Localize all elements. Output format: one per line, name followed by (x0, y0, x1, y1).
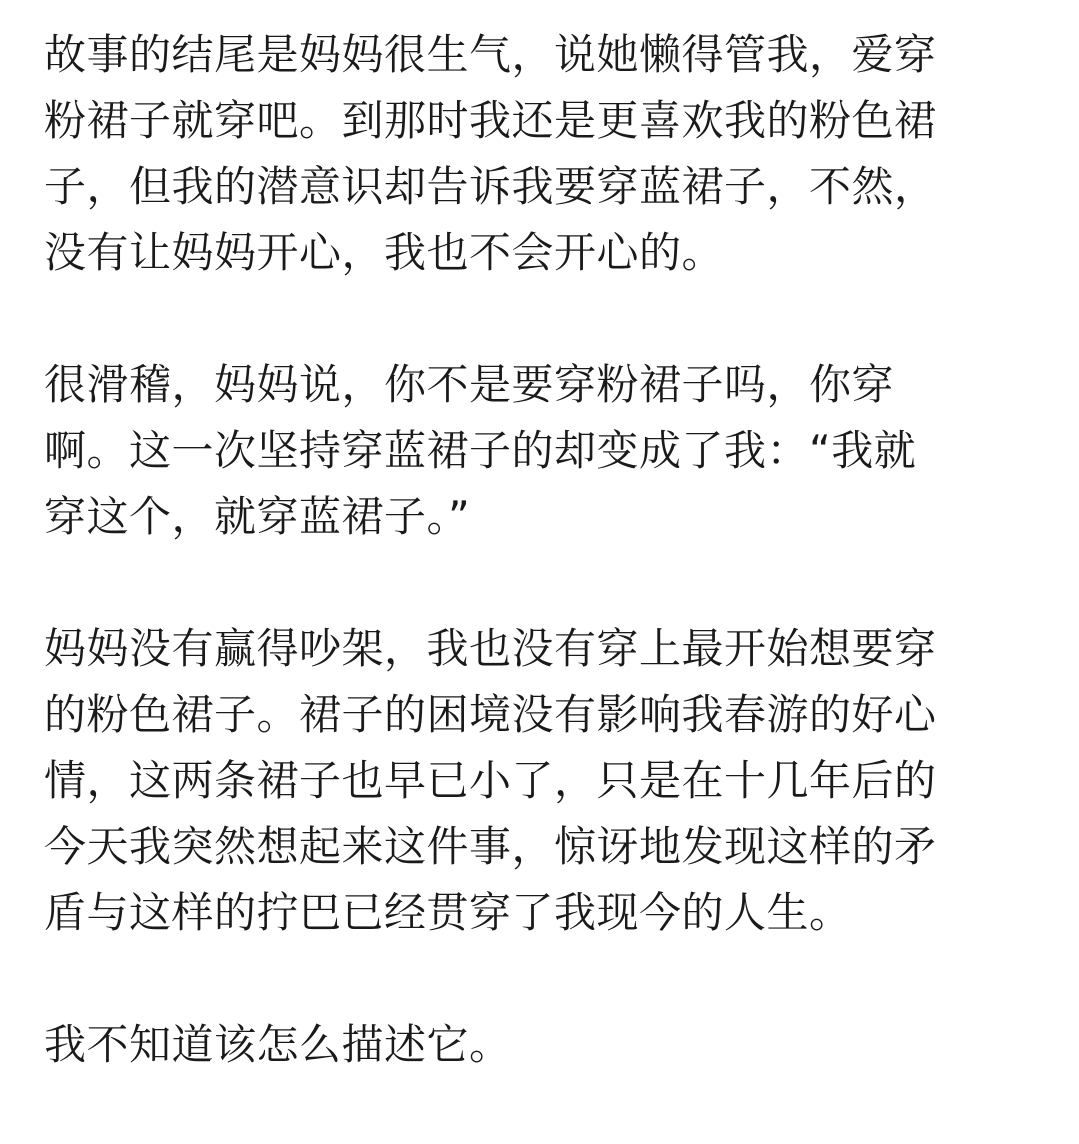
paragraph-1 (44, 22, 1034, 286)
text-line: 粉裙子就穿吧。到那时我还是更喜欢我的粉色裙 (44, 96, 937, 145)
text-line: 妈妈没有赢得吵架，我也没有穿上最开始想要穿 (44, 624, 937, 673)
text-line: 情，这两条裙子也早已小了，只是在十几年后的 (44, 756, 937, 805)
text-line: 今天我突然想起来这件事，惊讶地发现这样的矛 (44, 822, 937, 871)
text-line: 我不知道该怎么描述它。 (44, 1020, 512, 1069)
paragraph-3 (44, 616, 1034, 946)
text-line: 穿这个，就穿蓝裙子。” (44, 492, 471, 541)
paragraph-2 (44, 352, 1034, 550)
text-line: 的粉色裙子。裙子的困境没有影响我春游的好心 (44, 690, 937, 739)
text-line: 没有让妈妈开心，我也不会开心的。 (44, 228, 725, 277)
text-line: 盾与这样的拧巴已经贯穿了我现今的人生。 (44, 888, 852, 937)
text-line: 啊。这一次坚持穿蓝裙子的却变成了我：“我就 (44, 426, 917, 475)
text-line: 子，但我的潜意识却告诉我要穿蓝裙子，不然， (44, 162, 937, 211)
article-body (44, 22, 1034, 1144)
paragraph-4 (44, 1012, 1034, 1078)
text-line: 很滑稽，妈妈说，你不是要穿粉裙子吗，你穿 (44, 360, 895, 409)
text-line: 故事的结尾是妈妈很生气，说她懒得管我，爱穿 (44, 30, 937, 79)
